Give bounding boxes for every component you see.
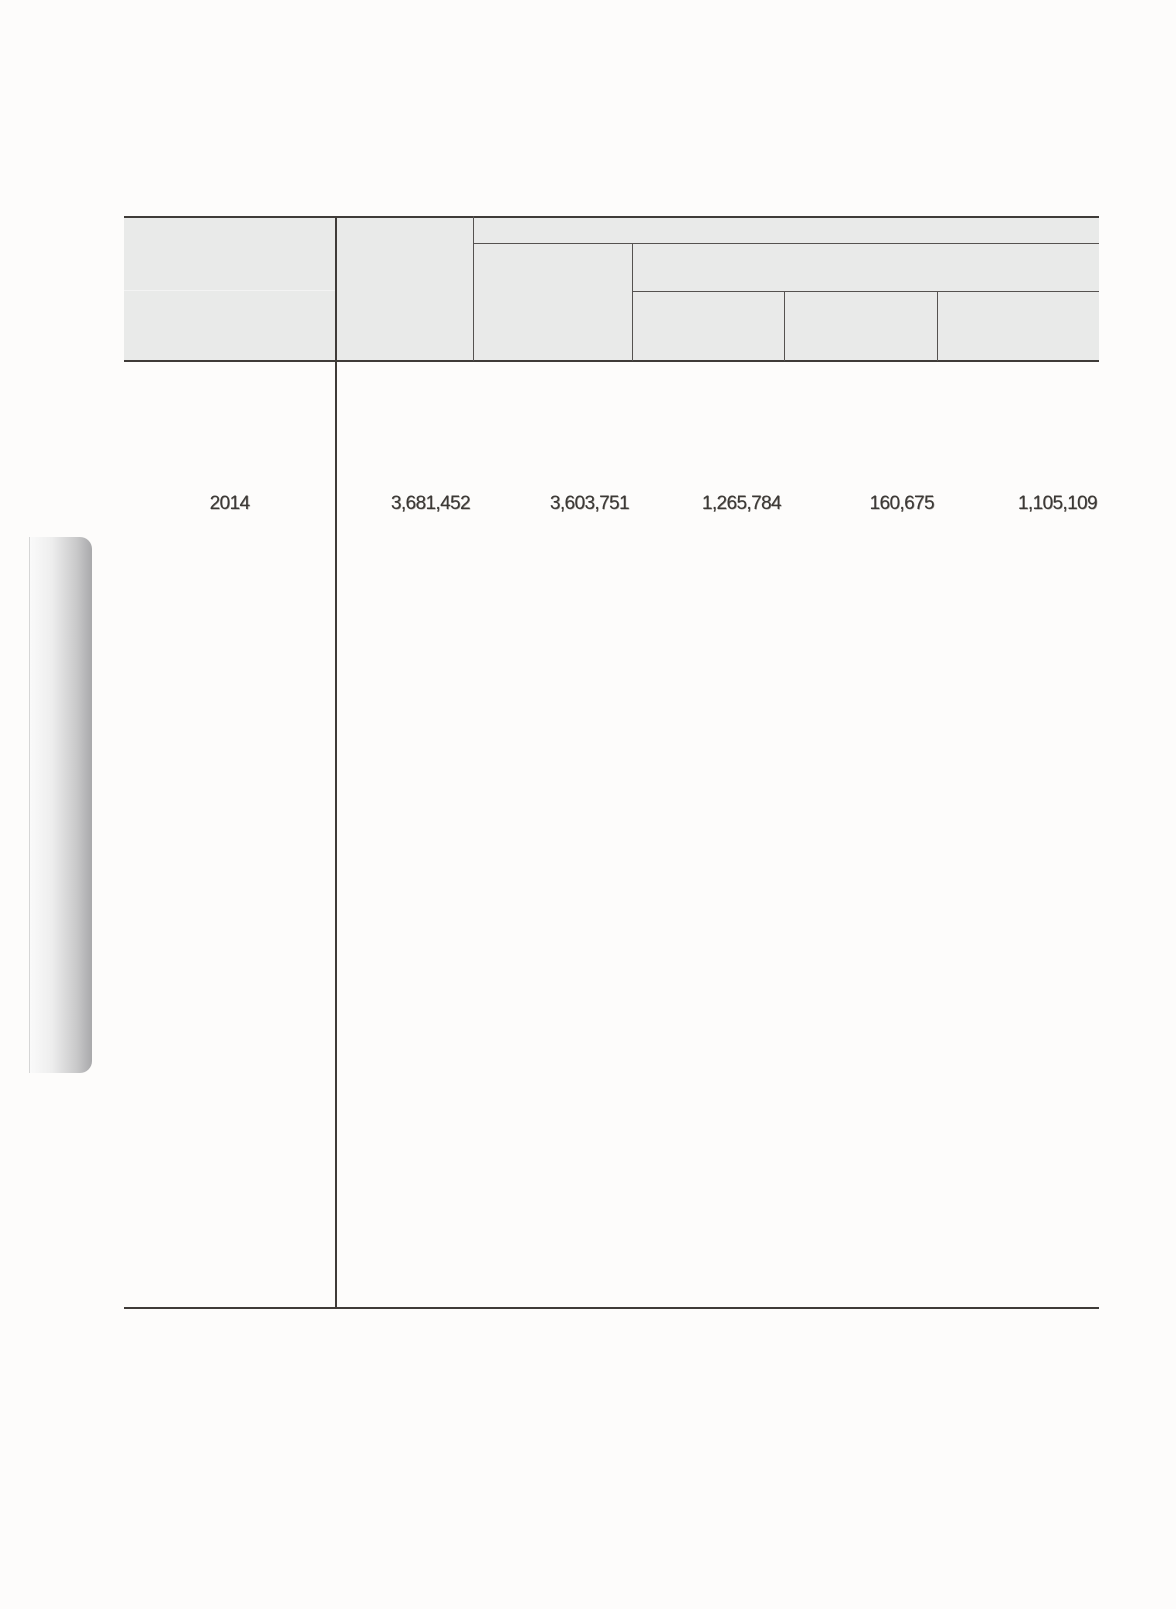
sub2-cell: 160,675: [869, 493, 934, 514]
header-cell-year: [124, 217, 335, 360]
table-top-rule: [124, 216, 1099, 218]
header-vrule-1: [473, 216, 474, 361]
header-cell-sub1: [633, 292, 784, 360]
header-cell-total: [336, 217, 473, 360]
header-rule-1: [474, 243, 1099, 244]
table-bottom-rule: [124, 1307, 1099, 1309]
header-rule-2: [633, 291, 1099, 292]
header-vrule-3: [784, 291, 785, 361]
sub3-cell: 1,105,109: [1017, 493, 1097, 514]
header-cell-sub2: [785, 292, 937, 360]
header-vrule-4: [937, 291, 938, 361]
header-bottom-rule: [124, 360, 1099, 362]
header-divider: [124, 290, 335, 291]
header-cell-sub3: [938, 292, 1099, 360]
side-tab: [29, 537, 92, 1073]
header-cell-group: [474, 217, 1099, 243]
year-column-divider: [335, 216, 337, 1308]
header-cell-subtotal: [474, 244, 632, 360]
subtotal-cell: 3,603,751: [549, 493, 629, 514]
header-cell-subgroup: [633, 244, 1099, 291]
sub1-cell: 1,265,784: [701, 493, 781, 514]
statistics-table: [124, 216, 1099, 1309]
year-cell: 2014: [209, 493, 250, 514]
header-vrule-2: [632, 243, 633, 361]
total-cell: 3,681,452: [390, 493, 470, 514]
